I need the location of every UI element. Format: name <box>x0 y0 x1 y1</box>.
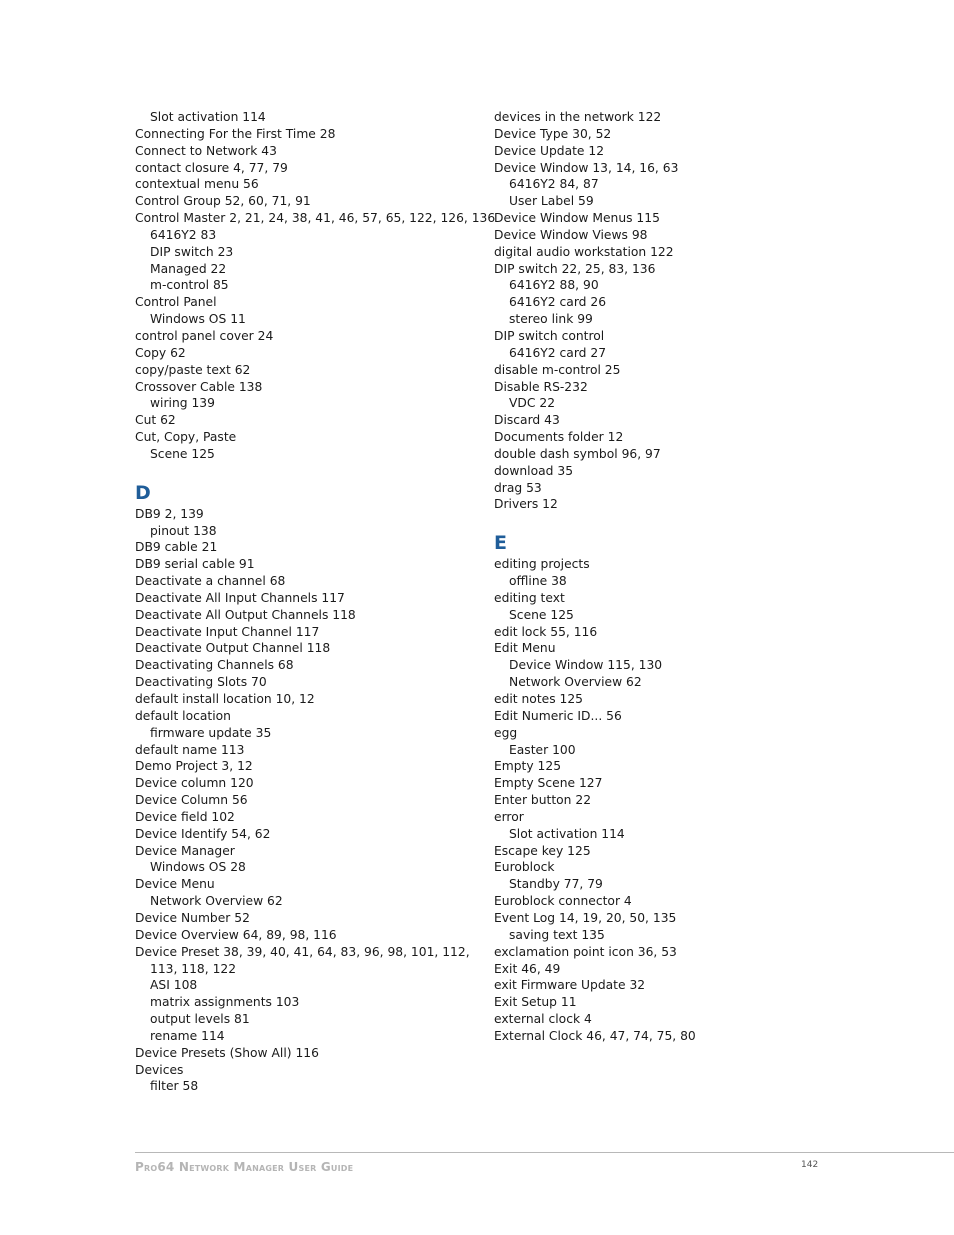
index-entry: Device Overview 64, 89, 98, 116 <box>135 927 337 942</box>
index-entry: Deactivating Slots 70 <box>135 675 267 690</box>
index-entry: default name 113 <box>135 742 245 757</box>
index-entry: Empty Scene 127 <box>494 776 603 791</box>
index-entry: Device Window Menus 115 <box>494 211 660 226</box>
index-entry: Deactivate All Input Channels 117 <box>135 590 345 605</box>
index-subentry: offline 38 <box>509 574 567 589</box>
index-subentry: VDC 22 <box>509 396 556 411</box>
index-entry: Device Number 52 <box>135 910 250 925</box>
index-subentry: Managed 22 <box>150 261 227 276</box>
index-entry: Empty 125 <box>494 759 562 774</box>
index-entry: download 35 <box>494 463 574 478</box>
index-entry: double dash symbol 96, 97 <box>494 446 661 461</box>
index-entry: Deactivate Output Channel 118 <box>135 641 331 656</box>
index-entry: Device field 102 <box>135 809 235 824</box>
index-entry: drag 53 <box>494 480 542 495</box>
page-number: 142 <box>801 1160 819 1170</box>
index-entry: egg <box>494 725 518 740</box>
index-entry: Device Identify 54, 62 <box>135 826 271 841</box>
index-entry: edit notes 125 <box>494 692 584 706</box>
index-entry: control panel cover 24 <box>135 328 274 343</box>
index-subentry: Scene 125 <box>509 607 574 622</box>
index-entry: Demo Project 3, 12 <box>135 759 253 774</box>
index-entry: editing text <box>494 590 565 605</box>
index-entry: External Clock 46, 47, 74, 75, 80 <box>494 1028 696 1043</box>
index-entry: Control Group 52, 60, 71, 91 <box>135 194 311 209</box>
index-entry: edit lock 55, 116 <box>494 624 598 639</box>
index-entry: Control Panel <box>135 295 217 310</box>
index-subentry: matrix assignments 103 <box>150 995 300 1010</box>
index-entry: Device Menu <box>135 877 215 892</box>
index-entry: Deactivate All Output Channels 118 <box>135 607 356 622</box>
index-subentry: 6416Y2 card 26 <box>509 295 607 310</box>
index-subentry: wiring 139 <box>150 396 215 411</box>
index-entry: Cut 62 <box>135 413 176 428</box>
index-entry: contact closure 4, 77, 79 <box>135 160 288 175</box>
index-entry: contextual menu 56 <box>135 177 259 192</box>
index-entry: Cut, Copy, Paste <box>135 430 237 445</box>
index-column-right <box>494 109 839 1045</box>
index-entry: Discard 43 <box>494 413 560 428</box>
index-subentry: DIP switch 23 <box>150 244 234 259</box>
index-entry: devices in the network 122 <box>494 110 662 124</box>
index-subentry: Slot activation 114 <box>509 826 625 841</box>
index-entry: exit Firmware Update 32 <box>494 978 646 993</box>
index-entry: Deactivate Input Channel 117 <box>135 624 320 639</box>
index-subentry: rename 114 <box>150 1028 225 1043</box>
index-subentry: 6416Y2 card 27 <box>509 345 607 360</box>
index-entry: Exit Setup 11 <box>494 995 577 1010</box>
index-entry: default install location 10, 12 <box>135 692 315 706</box>
index-entry: Drivers 12 <box>494 497 558 512</box>
index-subentry: firmware update 35 <box>150 725 272 740</box>
index-entry: Enter button 22 <box>494 793 592 808</box>
index-entry: Exit 46, 49 <box>494 961 561 976</box>
index-entry: Device Window Views 98 <box>494 227 648 242</box>
index-entry: Event Log 14, 19, 20, 50, 135 <box>494 910 677 925</box>
index-subentry: Slot activation 114 <box>150 110 266 124</box>
index-entry: DIP switch 22, 25, 83, 136 <box>494 261 656 276</box>
index-entry: copy/paste text 62 <box>135 362 251 377</box>
index-entry: Device Column 56 <box>135 793 248 808</box>
index-subentry: saving text 135 <box>509 927 605 942</box>
footer-title: Pro64 Network Manager User Guide <box>135 1160 354 1174</box>
index-entry: Copy 62 <box>135 345 186 360</box>
index-subentry: 6416Y2 88, 90 <box>509 278 599 293</box>
index-subentry: m-control 85 <box>150 278 229 293</box>
footer-rule <box>135 1152 954 1153</box>
index-subentry: Network Overview 62 <box>150 894 283 909</box>
index-entry: exclamation point icon 36, 53 <box>494 944 677 959</box>
index-entry: Edit Numeric ID... 56 <box>494 708 622 723</box>
index-entry: Connecting For the First Time 28 <box>135 126 336 141</box>
index-entry: Deactivate a channel 68 <box>135 574 286 589</box>
index-column-left <box>135 109 496 1095</box>
index-entry: Escape key 125 <box>494 843 591 858</box>
index-section-letter: D <box>135 481 151 504</box>
index-entry: Device Presets (Show All) 116 <box>135 1045 319 1060</box>
index-entry: Devices <box>135 1062 184 1077</box>
index-entry: DB9 cable 21 <box>135 540 218 555</box>
index-entry: external clock 4 <box>494 1012 592 1027</box>
index-subentry: Scene 125 <box>150 446 215 461</box>
index-entry: editing projects <box>494 557 590 572</box>
index-entry: Device Type 30, 52 <box>494 126 612 141</box>
index-entry: Device Update 12 <box>494 143 605 158</box>
index-entry: Edit Menu <box>494 641 556 656</box>
index-entry: Deactivating Channels 68 <box>135 658 294 673</box>
index-entry: digital audio workstation 122 <box>494 244 674 259</box>
index-subentry: filter 58 <box>150 1079 199 1094</box>
index-entry: Euroblock connector 4 <box>494 894 632 909</box>
index-entry: Crossover Cable 138 <box>135 379 263 394</box>
index-subentry: 6416Y2 84, 87 <box>509 177 599 192</box>
index-entry: Device Window 13, 14, 16, 63 <box>494 160 679 175</box>
index-subentry: Standby 77, 79 <box>509 877 603 892</box>
index-subentry: pinout 138 <box>150 523 217 538</box>
index-subentry: output levels 81 <box>150 1012 250 1027</box>
index-subentry: ASI 108 <box>150 978 198 993</box>
index-subentry: Easter 100 <box>509 742 576 757</box>
index-entry: Documents folder 12 <box>494 430 624 445</box>
index-entry: Device column 120 <box>135 776 254 791</box>
index-entry: DB9 2, 139 <box>135 506 204 521</box>
index-entry: Device Manager <box>135 843 235 858</box>
index-entry: default location <box>135 708 231 723</box>
index-subentry: Device Window 115, 130 <box>509 658 663 673</box>
index-subentry: User Label 59 <box>509 194 594 209</box>
index-subentry: Windows OS 11 <box>150 312 246 327</box>
index-subentry: 6416Y2 83 <box>150 227 217 242</box>
index-entry: disable m-control 25 <box>494 362 621 377</box>
index-entry: Connect to Network 43 <box>135 143 277 158</box>
index-subentry: stereo link 99 <box>509 312 593 327</box>
index-entry: Device Preset 38, 39, 40, 41, 64, 83, 96, 98, 101, 112, 113, 118, 122 <box>135 944 470 976</box>
index-subentry: Windows OS 28 <box>150 860 246 875</box>
index-entry: DB9 serial cable 91 <box>135 557 255 572</box>
index-entry: Euroblock <box>494 860 555 875</box>
index-section-letter: E <box>494 532 507 555</box>
index-subentry: Network Overview 62 <box>509 675 642 690</box>
index-entry: DIP switch control <box>494 328 605 343</box>
index-entry: error <box>494 809 524 824</box>
index-entry: Disable RS-232 <box>494 379 588 394</box>
index-entry: Control Master 2, 21, 24, 38, 41, 46, 57, 65, 122, 126, 136 <box>135 211 496 226</box>
